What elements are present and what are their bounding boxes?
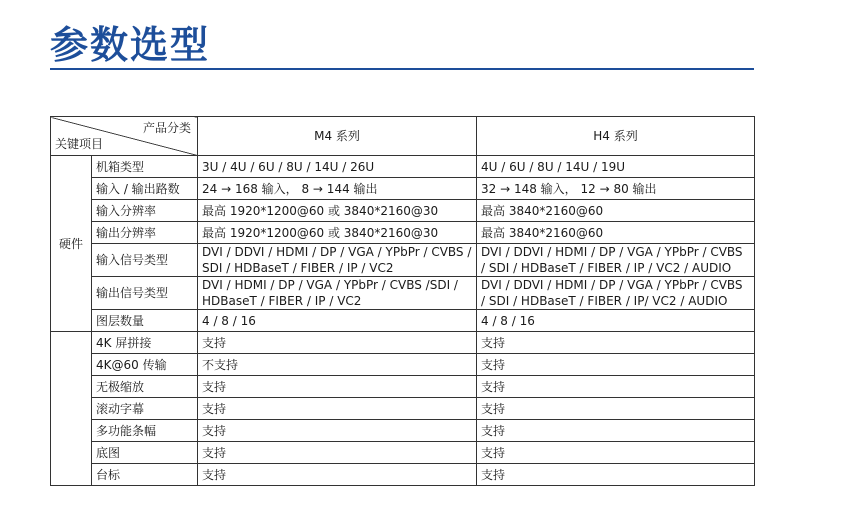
row-item: 滚动字幕 — [92, 398, 198, 420]
header-corner-cell — [51, 117, 198, 156]
row-item: 台标 — [92, 464, 198, 486]
row-item: 输入分辨率 — [92, 200, 198, 222]
table-row — [51, 277, 755, 310]
row-item: 输出信号类型 — [92, 277, 198, 310]
header-m4-series: M4 系列 — [198, 117, 477, 156]
table-row — [51, 464, 755, 486]
table-row — [51, 200, 755, 222]
table-header-row — [51, 117, 755, 156]
row-m4-value: DVI / DDVI / HDMI / DP / VGA / YPbPr / CVBS / SDI / HDBaseT / FIBER / IP / VC2 — [198, 244, 477, 277]
row-h4-value: 32 → 148 输入， 12 → 80 输出 — [477, 178, 755, 200]
row-h4-value: 最高 3840*2160@60 — [477, 222, 755, 244]
row-h4-value: 支持 — [477, 464, 755, 486]
row-m4-value: 最高 1920*1200@60 或 3840*2160@30 — [198, 222, 477, 244]
row-m4-value: 支持 — [198, 398, 477, 420]
row-m4-value: DVI / HDMI / DP / VGA / YPbPr / CVBS /SDI / HDBaseT / FIBER / IP / VC2 — [198, 277, 477, 310]
table-row — [51, 310, 755, 332]
row-m4-value: 支持 — [198, 376, 477, 398]
row-item: 4K@60 传输 — [92, 354, 198, 376]
row-item: 底图 — [92, 442, 198, 464]
row-h4-value: DVI / DDVI / HDMI / DP / VGA / YPbPr / CVBS / SDI / HDBaseT / FIBER / IP / VC2 / AUDIO — [477, 244, 755, 277]
page-title: 参数选型 — [50, 23, 211, 67]
table-row — [51, 332, 755, 354]
title-divider — [50, 68, 754, 70]
row-item: 机箱类型 — [92, 156, 198, 178]
group-label-features — [51, 332, 92, 486]
header-h4-series: H4 系列 — [477, 117, 755, 156]
row-m4-value: 4 / 8 / 16 — [198, 310, 477, 332]
row-h4-value: 支持 — [477, 398, 755, 420]
table-row — [51, 178, 755, 200]
spec-table — [50, 116, 755, 486]
row-item: 输入信号类型 — [92, 244, 198, 277]
row-m4-value: 支持 — [198, 332, 477, 354]
row-h4-value: 支持 — [477, 420, 755, 442]
row-item: 多功能条幅 — [92, 420, 198, 442]
corner-label-item: 关键项目 — [55, 137, 104, 151]
table-row — [51, 156, 755, 178]
row-item: 输入 / 输出路数 — [92, 178, 198, 200]
table-row — [51, 398, 755, 420]
row-m4-value: 支持 — [198, 464, 477, 486]
row-m4-value: 支持 — [198, 420, 477, 442]
row-m4-value: 不支持 — [198, 354, 477, 376]
row-h4-value: 支持 — [477, 332, 755, 354]
table-row — [51, 222, 755, 244]
row-item: 无极缩放 — [92, 376, 198, 398]
row-h4-value: DVI / DDVI / HDMI / DP / VGA / YPbPr / CVBS / SDI / HDBaseT / FIBER / IP/ VC2 / AUDIO — [477, 277, 755, 310]
row-m4-value: 24 → 168 输入， 8 → 144 输出 — [198, 178, 477, 200]
corner-label-category: 产品分类 — [142, 121, 191, 135]
table-row — [51, 244, 755, 277]
row-h4-value: 4U / 6U / 8U / 14U / 19U — [477, 156, 755, 178]
table-row — [51, 420, 755, 442]
row-item: 输出分辨率 — [92, 222, 198, 244]
table-row — [51, 376, 755, 398]
row-h4-value: 支持 — [477, 442, 755, 464]
row-h4-value: 最高 3840*2160@60 — [477, 200, 755, 222]
row-h4-value: 支持 — [477, 354, 755, 376]
table-row — [51, 442, 755, 464]
row-m4-value: 3U / 4U / 6U / 8U / 14U / 26U — [198, 156, 477, 178]
table-row — [51, 354, 755, 376]
row-m4-value: 最高 1920*1200@60 或 3840*2160@30 — [198, 200, 477, 222]
row-m4-value: 支持 — [198, 442, 477, 464]
row-h4-value: 4 / 8 / 16 — [477, 310, 755, 332]
row-h4-value: 支持 — [477, 376, 755, 398]
row-item: 4K 屏拼接 — [92, 332, 198, 354]
row-item: 图层数量 — [92, 310, 198, 332]
group-label-hardware: 硬件 — [51, 156, 92, 332]
